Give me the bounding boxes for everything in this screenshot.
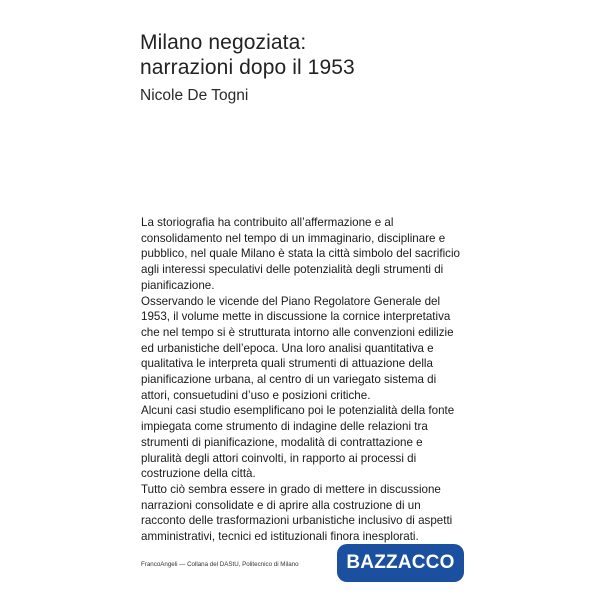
description-paragraph-3: Alcuni casi studio esemplificano poi le potenzialità della fonte impiegata come strumento di indagine delle relazioni tra strumenti di pianificazione, modalità di contrattazione e pluralità degli attori coinvolti, in rapporto ai processi di costruzione della città.	[141, 404, 455, 481]
book-title-line-1: Milano negoziata:	[140, 31, 307, 54]
description-paragraph-4: Tutto ciò sembra essere in grado di mettere in discussione narrazioni consolidate e di aprire alla costruzione di un racconto delle trasformazioni urbanistiche inclusivo di aspetti amministrativi, tecnici ed istituzionali finora inesplorati.	[141, 482, 453, 544]
book-title	[140, 30, 460, 80]
bazzacco-logo	[337, 544, 464, 582]
description-paragraph-2: Osservando le vicende del Piano Regolatore Generale del 1953, il volume mette in discussione la cornice interpretativa che nel tempo si è strutturata intorno alle convenzioni edilizie ed urbanistiche dell’epoca. Una loro analisi quantitativa e qualitativa le interpreta quali strumenti di attuazione della pianificazione urbana, al centro di un variegato sistema di attori, consuetudini d’uso e posizioni critiche.	[141, 294, 454, 402]
bazzacco-logo-text: BAZZACCO	[346, 552, 455, 573]
book-description	[141, 215, 461, 545]
description-paragraph-1: La storiografia ha contribuito all’affermazione e al consolidamento nel tempo di un immaginario, disciplinare e pubblico, nel quale Milano è stata la città simbolo del sacrificio agli interessi speculativi delle potenzialità degli strumenti di pianificazione.	[141, 216, 460, 292]
book-title-line-2: narrazioni dopo il 1953	[140, 56, 355, 79]
book-author: Nicole De Togni	[140, 87, 249, 104]
series-imprint: FrancoAngeli — Collana del DAStU, Politecnico di Milano	[141, 561, 299, 568]
